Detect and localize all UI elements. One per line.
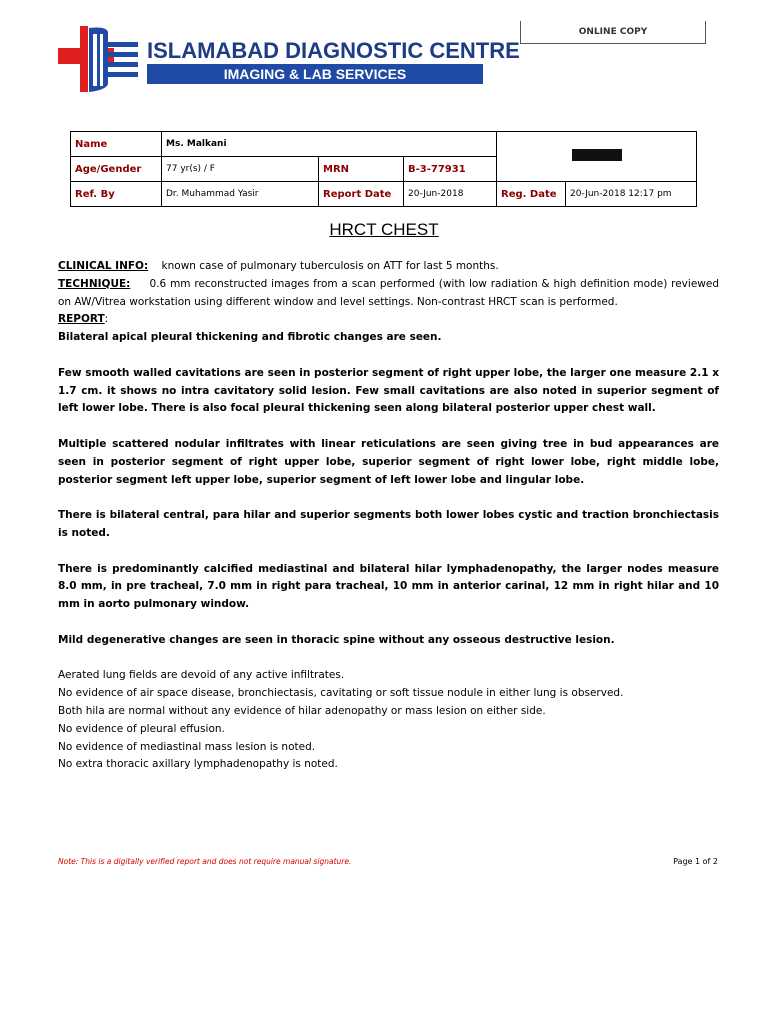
normal-finding: No evidence of air space disease, bronchiectasis, cavitating or soft tissue nodule in either lung is observed. [58,687,624,700]
age-gender-value: 77 yr(s) / F [162,157,319,182]
name-label: Name [71,132,162,157]
barcode-area [497,132,697,182]
finding-paragraph: Bilateral apical pleural thickening and fibrotic changes are seen. [58,331,442,344]
clinical-info-text: known case of pulmonary tuberculosis on ATT for last 5 months. [161,260,499,272]
normal-finding: Both hila are normal without any evidence of hilar adenopathy or mass lesion on either side. [58,704,546,717]
age-gender-label: Age/Gender [71,157,162,182]
finding-paragraph: There is predominantly calcified mediastinal and bilateral hilar lymphadenopathy, the larger nodes measure 8.0 mm, in pre tracheal, 7.0 mm in right para tracheal, 10 mm in anterior carinal, 12 mm in right hilar and 10 mm in aorto pulmonary window. [58,562,719,611]
patient-name: Ms. Malkani [162,132,497,157]
clinical-info [58,258,719,276]
finding-paragraph: Few smooth walled cavitations are seen in posterior segment of right upper lobe, the larger one measure 2.1 x 1.7 cm. it shows no intra cavitatory solid lesion. Few small cavitations are also noted in superior segment of left lower lobe. There is also focal pleural thickening seen along bilateral posterior upper chest wall. [58,366,719,415]
reg-date-value: 20-Jun-2018 12:17 pm [566,182,697,207]
logo-title: ISLAMABAD DIAGNOSTIC CENTRE [147,38,520,63]
finding-paragraph: Mild degenerative changes are seen in thoracic spine without any osseous destructive lesion. [58,633,615,646]
report-body [58,258,719,774]
report-date-value: 20-Jun-2018 [404,182,497,207]
verification-note: Note: This is a digitally verified report and does not require manual signature. [58,857,352,866]
finding-paragraph: There is bilateral central, para hilar and superior segments both lower lobes cystic and traction bronchiectasis is noted. [58,509,719,539]
normal-finding: Aerated lung fields are devoid of any active infiltrates. [58,669,345,682]
patient-info-table [70,131,697,207]
technique-text: 0.6 mm reconstructed images from a scan performed (with low radiation & high definition mode) reviewed on AW/Vitrea workstation using different window and level settings. Non-contrast HRCT scan is performed. [58,277,719,308]
report-label: REPORT [58,313,105,326]
mrn-label: MRN [319,157,404,182]
redacted-barcode [572,149,622,161]
report-date-label: Report Date [319,182,404,207]
technique [58,276,719,312]
clinical-info-label: CLINICAL INFO: [58,260,149,272]
normal-finding: No evidence of pleural effusion. [58,722,225,735]
report-heading: REPORT: [58,313,109,326]
ref-by-value: Dr. Muhammad Yasir [162,182,319,207]
page-number: Page 1 of 2 [673,857,718,866]
normal-finding: No extra thoracic axillary lymphadenopathy is noted. [58,758,338,771]
online-copy-label: ONLINE COPY [520,21,706,44]
logo-subtitle: IMAGING & LAB SERVICES [147,64,483,84]
technique-label: TECHNIQUE: [58,277,131,290]
report-title: HRCT CHEST [329,220,439,239]
mrn-value: B-3-77931 [404,157,497,182]
finding-paragraph: Multiple scattered nodular infiltrates with linear reticulations are seen giving tree in bud appearances are seen in posterior segment of right upper lobe, superior segment of right lower lobe, right middle lobe, posterior segment left upper lobe, superior segment of left lower lobe and lingular lobe. [58,437,719,486]
reg-date-label: Reg. Date [497,182,566,207]
normal-finding: No evidence of mediastinal mass lesion is noted. [58,740,316,753]
ref-by-label: Ref. By [71,182,162,207]
logo-mark [58,24,138,96]
